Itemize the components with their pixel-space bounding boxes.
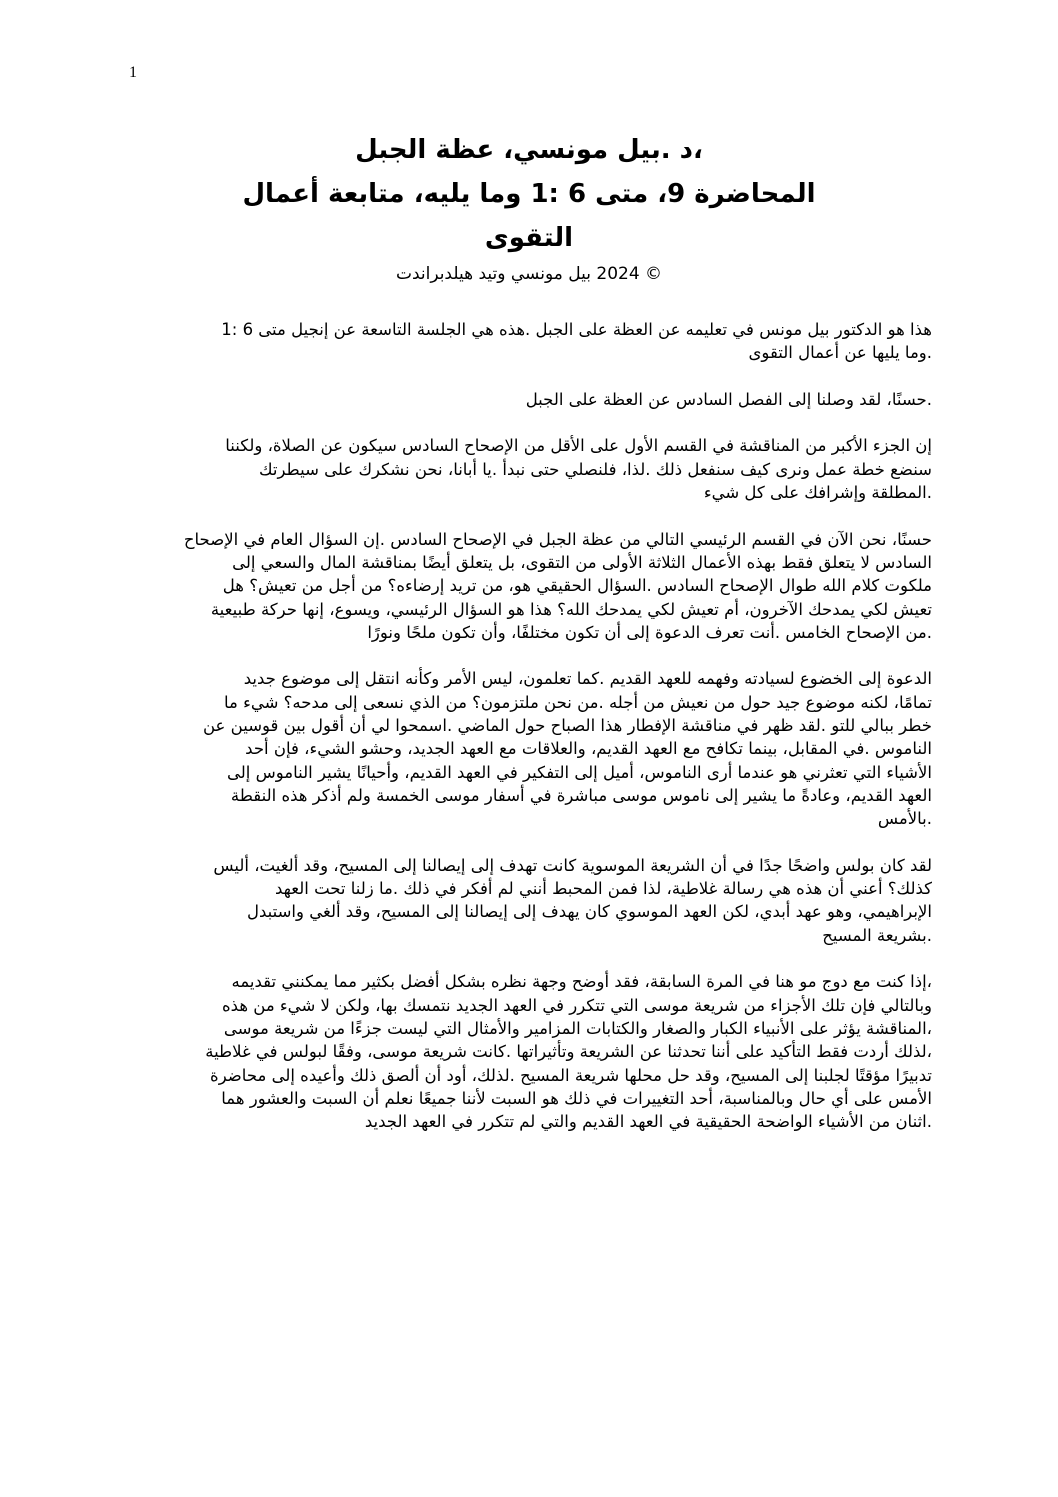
paragraph-line: السادس لا يتعلق فقط بهذه الأعمال الثلاثة الأولى من التقوى، بل يتعلق أيضًا بمناقشة المال والسعي إلى	[232, 552, 932, 572]
paragraph	[140, 970, 932, 1133]
copyright-notice: © 2024 بيل مونسي وتيد هيلدبراندت	[395, 264, 663, 284]
paragraph-line: ملكوت كلام الله طوال الإصحاح السادس .السؤال الحقيقي هو، من تريد إرضاءه؟ من أجل من تعيش؟ هل	[222, 576, 932, 596]
title-line-3: التقوى	[484, 223, 574, 253]
paragraph	[140, 434, 932, 504]
paragraph-line: تمامًا، لكنه موضوع جيد حول من نعيش من أجله .من نحن ملتزمون؟ من الذي نسعى إلى مدحه؟ شيء ما	[223, 692, 932, 712]
paragraph-line: حسنًا، نحن الآن في القسم الرئيسي التالي من عظة الجبل في الإصحاح السادس .إن السؤال العام في الإصحاح	[183, 529, 932, 549]
paragraph-line: ،المناقشة يؤثر على الأنبياء الكبار والصغار والكتابات المزامير والأمثال التي ليست جزءًا من شريعة موسى	[223, 1018, 932, 1038]
title-line-1: ،د .بيل مونسي، عظة الجبل	[355, 135, 703, 165]
document-body	[140, 318, 932, 1157]
paragraph	[140, 667, 932, 830]
paragraph-line: .اثنان من الأشياء الواضحة الحقيقية في العهد القديم والتي لم تتكرر في العهد الجديد	[364, 1112, 932, 1132]
paragraph-line: ،إذا كنت مع دوج مو هنا في المرة السابقة، فقد أوضح وجهة نظره بشكل أفضل بكثير مما يمكنني تقديمه	[231, 972, 932, 992]
paragraph	[140, 854, 932, 947]
paragraph-line: الدعوة إلى الخضوع لسيادته وفهمه للعهد القديم .كما تعلمون، ليس الأمر وكأنه انتقل إلى موضوع جديد	[243, 669, 932, 689]
paragraph-line: .وما يليها عن أعمال التقوى	[748, 343, 932, 363]
paragraph-intro	[140, 318, 932, 365]
paragraph-line: سنضع خطة عمل ونرى كيف سنفعل ذلك .لذا، فلنصلي حتى نبدأ .يا أبانا، نحن نشكرك على سيطرتك	[258, 459, 932, 479]
paragraph-line: الناموس .في المقابل، بينما تكافح مع العهد القديم، والعلاقات مع العهد الجديد، وحشو الشيء، فإن أحد	[245, 739, 932, 759]
paragraph-line: الإبراهيمي، وهو عهد أبدي، لكن العهد الموسوي كان يهدف إلى إيصالنا إلى المسيح، وقد ألغي واستبدل	[247, 902, 932, 922]
paragraph-line: العهد القديم، وعادةً ما يشير إلى ناموس موسى مباشرة في أسفار موسى الخمسة ولم أذكر هذه النقطة	[230, 785, 932, 805]
paragraph-line: تدبيرًا مؤقتًا لجلبنا إلى المسيح، وقد حل محلها شريعة المسيح .لذلك، أود أن ألصق ذلك وأعيده إلى محاضرة	[210, 1065, 932, 1085]
paragraph	[140, 388, 932, 411]
paragraph-line: خطر ببالي للتو .لقد ظهر في مناقشة الإفطار هذا الصباح حول الماضي .اسمحوا لي أن أقول بين قوسين عن	[203, 716, 932, 736]
paragraph-line: إن الجزء الأكبر من المناقشة في القسم الأول على الأقل من الإصحاح السادس سيكون عن الصلاة، ولكننا	[225, 436, 932, 456]
paragraph-line: لقد كان بولس واضحًا جدًا في أن الشريعة الموسوية كانت تهدف إلى إيصالنا إلى المسيح، وقد ألغيت، أليس	[213, 855, 932, 875]
page-number: 1	[129, 64, 137, 81]
paragraph-line: ،لذلك أردت فقط التأكيد على أننا تحدثنا عن الشريعة وتأثيراتها .كانت شريعة موسى، وفقًا لبولس في غلاطية	[205, 1042, 932, 1062]
paragraph	[140, 528, 932, 644]
paragraph-line: .حسنًا، لقد وصلنا إلى الفصل السادس عن العظة على الجبل	[525, 389, 932, 409]
title-line-2: المحاضرة 9، متى 6 :1 وما يليه، متابعة أعمال	[242, 179, 816, 209]
paragraph-line: .بشريعة المسيح	[822, 925, 932, 945]
paragraph-line: تعيش لكي يمدحك الآخرون، أم تعيش لكي يمدحك الله؟ هذا هو السؤال الرئيسي، ويسوع، إنها حركة طبيعية	[210, 599, 932, 619]
paragraph-line: .بالأمس	[877, 809, 932, 829]
paragraph-line: الأشياء التي تعثرني هو عندما أرى الناموس، أميل إلى التفكير في العهد القديم، وأحيانًا يشير الناموس إلى	[227, 762, 932, 782]
document-title	[200, 128, 858, 260]
paragraph-line: هذا هو الدكتور بيل مونس في تعليمه عن العظة على الجبل .هذه هي الجلسة التاسعة عن إنجيل متى 6 :1	[221, 320, 932, 339]
paragraph-line: .المطلقة وإشرافك على كل شيء	[703, 483, 932, 503]
paragraph-line: الأمس على أي حال وبالمناسبة، أحد التغييرات في ذلك هو السبت لأننا جميعًا نعلم أن السبت والعشور هما	[221, 1088, 932, 1108]
paragraph-line: .من الإصحاح الخامس .أنت تعرف الدعوة إلى أن تكون مختلفًا، وأن تكون ملحًا ونورًا	[367, 622, 932, 642]
paragraph-line: وبالتالي فإن تلك الأجزاء من شريعة موسى التي تتكرر في العهد الجديد نتمسك بها، ولكن لا شيء من هذه	[222, 995, 932, 1015]
paragraph-line: كذلك؟ أعني أن هذه هي رسالة غلاطية، لذا فمن المحبط أنني لم أفكر في ذلك .ما زلنا تحت العهد	[274, 879, 932, 899]
